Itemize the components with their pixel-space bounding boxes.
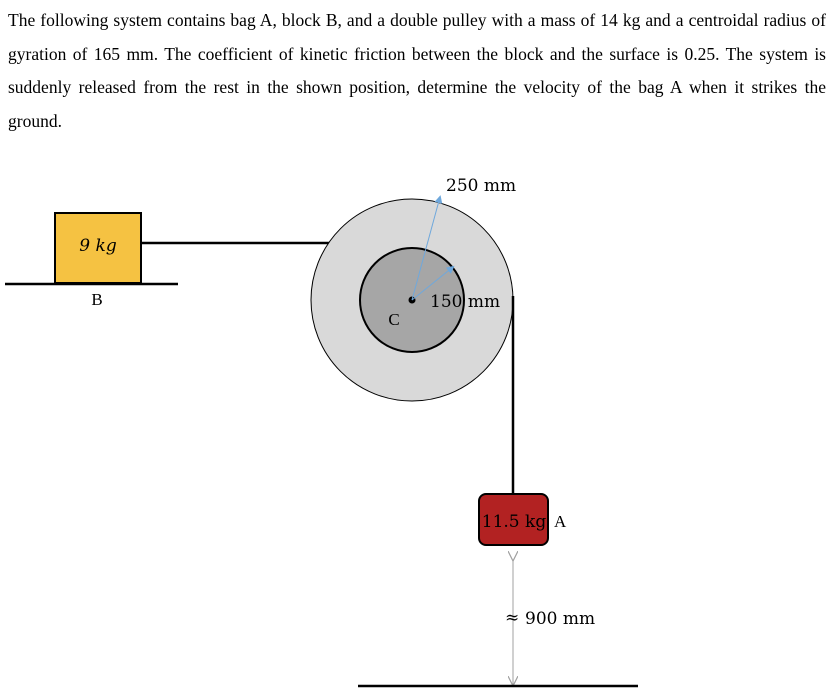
outer-radius-label: 250 mm	[446, 176, 517, 196]
pulley-center-label: C	[388, 310, 400, 329]
inner-radius-label: 150 mm	[430, 292, 501, 312]
drop-height-label: 900 mm	[525, 609, 596, 629]
block-b-name-label: B	[91, 290, 103, 309]
drop-height-approx-symbol: ≈	[505, 608, 520, 628]
bag-a-mass-label: 11.5 kg	[481, 512, 547, 532]
block-b-mass-label: 9 kg	[79, 236, 117, 256]
bag-a-name-label: A	[554, 512, 567, 531]
problem-statement: The following system contains bag A, block B, and a double pulley with a mass of 14 kg and a centroidal radius of gyration of 165 mm. The coefficient of kinetic friction between the block and the surface is 0.25. The system is suddenly released from the rest in the shown position, determine the velocity of the bag A when it strikes the ground.	[8, 10, 826, 131]
